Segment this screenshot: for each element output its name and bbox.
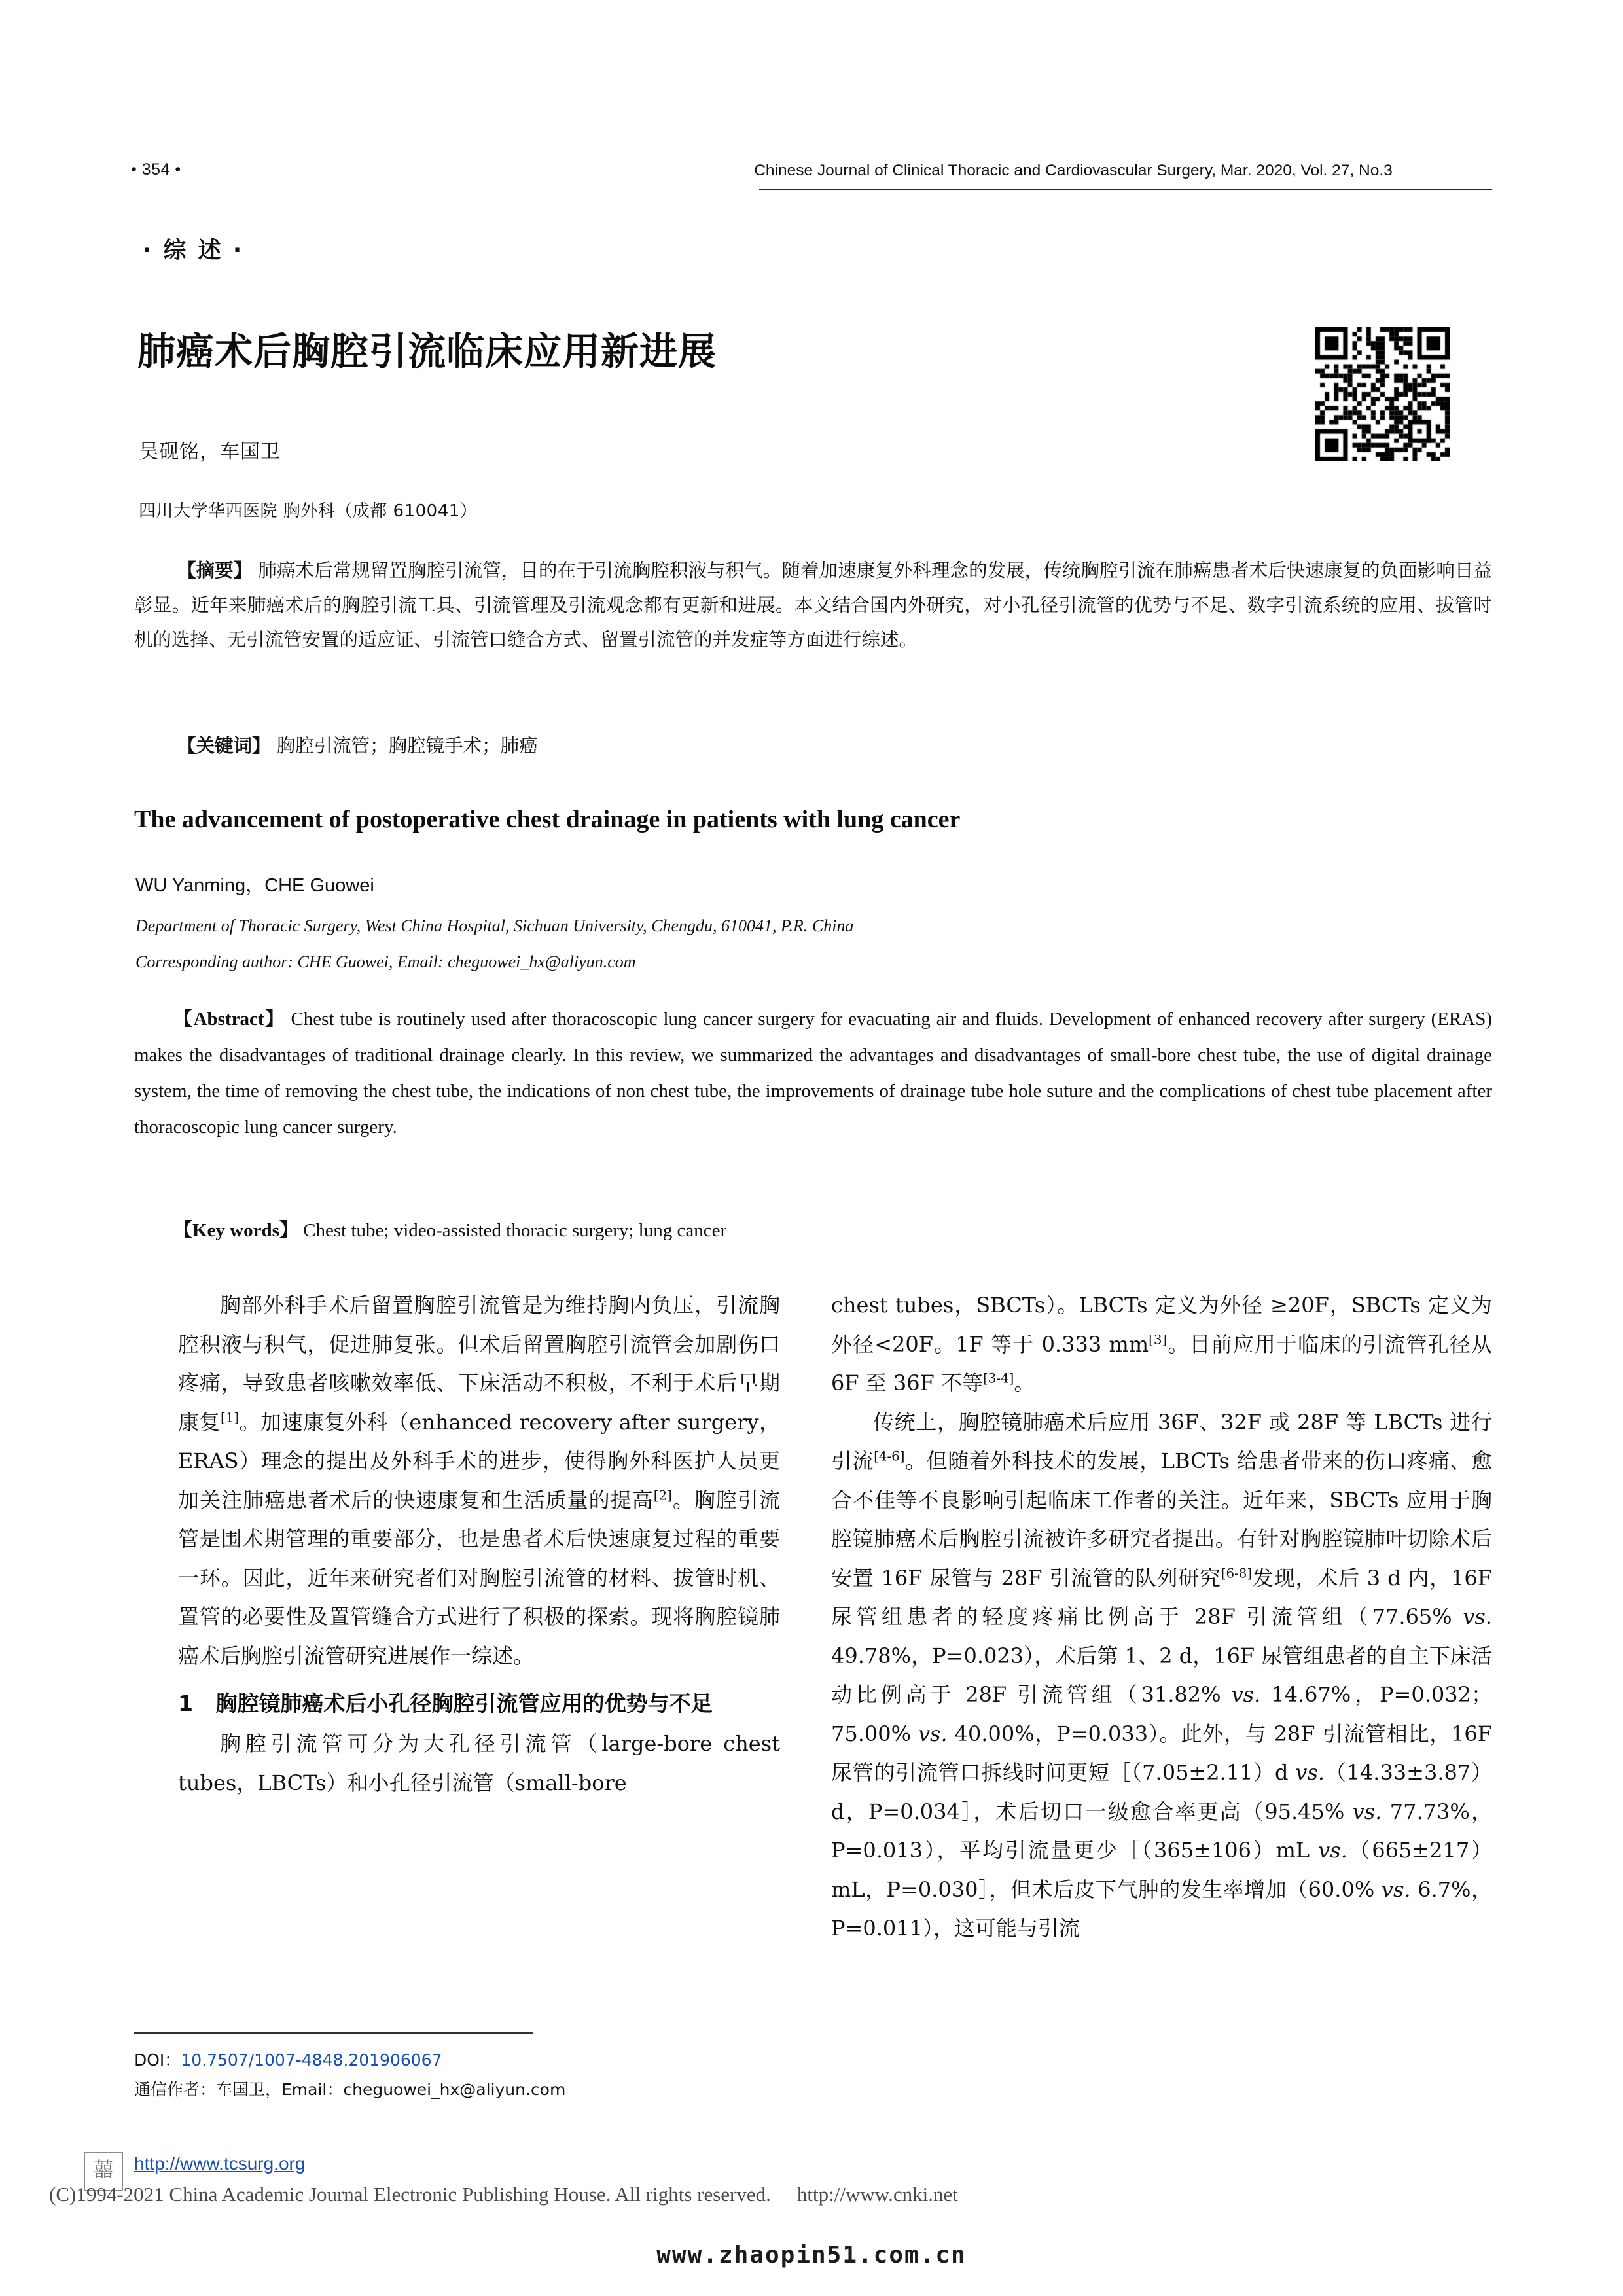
citation-ref: [3] [1149,1331,1168,1347]
en-affiliation: Department of Thoracic Surgery, West China Hospital, Sichuan University, Chengdu, 610041, P.R. China [135,916,854,935]
paragraph: chest tubes，SBCTs）。LBCTs 定义为外径 ≥20F，SBCTs 定义为外径<20F。1F 等于 0.333 mm[3]。目前应用于临床的引流管孔径从 6F 至 36F 不等[3-4]。 [831,1293,1492,1395]
cnki-copyright [49,2183,1476,2206]
cn-abstract-text: 肺癌术后常规留置胸腔引流管，目的在于引流胸腔积液与积气。随着加速康复外科理念的发展，传统胸腔引流在肺癌患者术后快速康复的负面影响日益彰显。近年来肺癌术后的胸腔引流工具、引流管理及引流观念都有更新和进展。本文结合国内外研究，对小孔径引流管的优势与不足、数字引流系统的应用、拔管时机的选择、无引流管安置的适应证、引流管口缝合方式、留置引流管的并发症等方面进行综述。 [134,560,1492,651]
body-column-right [831,1286,1492,1948]
cnki-text: (C)1994-2021 China Academic Journal Electronic Publishing House. All rights reserved. [49,2183,771,2206]
en-title: The advancement of postoperative chest drainage in patients with lung cancer [134,806,961,833]
citation-ref: [1] [220,1409,240,1425]
watermark: www.zhaopin51.com.cn [656,2242,967,2269]
cn-authors: 吴砚铭，车国卫 [139,440,281,463]
cn-affiliation: 四川大学华西医院 胸外科（成都 610041） [139,501,478,521]
body-column-left [178,1286,780,1803]
journal-website-link[interactable]: http://www.tcsurg.org [134,2153,306,2174]
citation-ref: [3-4] [983,1371,1014,1386]
cn-keywords [134,730,1492,762]
paragraph: 胸部外科手术后留置胸腔引流管是为维持胸内负压，引流胸腔积液与积气，促进肺复张。但术后留置胸腔引流管会加剧伤口疼痛，导致患者咳嗽效率低、下床活动不积极，不利于术后早期康复[1]。加速康复外科（enhanced recovery after surgery，ERAS）理念的提出及外科手术的进步，使得胸外科医护人员更加关注肺癌患者术后的快速康复和生活质量的提高[2]。胸腔引流管是围术期管理的重要部分，也是患者术后快速康复过程的重要一环。因此，近年来研究者们对胸腔引流管的材料、拔管时机、置管的必要性及置管缝合方式进行了积极的探索。现将胸腔镜肺癌术后胸腔引流管研究进展作一综述。 [178,1293,780,1668]
cn-abstract [134,553,1492,657]
en-keywords-tag: 【Key words】 [173,1220,298,1241]
en-keywords-text: Chest tube; video-assisted thoracic surgery; lung cancer [303,1220,727,1241]
citation-ref: [4-6] [874,1448,905,1464]
cnki-url: http://www.cnki.net [796,2183,958,2206]
footnote-rule [134,2032,533,2034]
en-keywords [134,1214,1492,1247]
doi-link[interactable]: 10.7507/1007-4848.201906067 [181,2051,442,2070]
journal-logo-icon: 囍 [84,2152,123,2191]
section-heading-1: 1 胸腔镜肺癌术后小孔径胸腔引流管应用的优势与不足 [178,1691,713,1716]
en-abstract-text: Chest tube is routinely used after thoracoscopic lung cancer surgery for evacuating air and fluids. Development of enhanced recovery after surgery (ERAS) makes the disadvantages of traditional drainage clearly. In this review, we summarized the advantages and disadvantages of small-bore chest tube, the use of digital drainage system, the time of removing the chest tube, the indications of non chest tube, the improvements of drainage tube hole suture and the complications of chest tube placement after thoracoscopic lung cancer surgery. [134,1009,1493,1138]
page-number: • 354 • [131,160,181,179]
citation-ref: [2] [653,1487,672,1503]
footnote [134,2045,789,2104]
citation-ref: [6-8] [1221,1565,1253,1581]
page-title: 肺癌术后胸腔引流临床应用新进展 [137,329,717,374]
en-abstract-tag: 【Abstract】 [173,1009,285,1030]
paragraph: 传统上，胸腔镜肺癌术后应用 36F、32F 或 28F 等 LBCTs 进行引流[4-6]。但随着外科技术的发展，LBCTs 给患者带来的伤口疼痛、愈合不佳等不良影响引起临床工作者的关注。近年来，SBCTs 应用于胸腔镜肺癌术后胸腔引流被许多研究者提出。有针对胸腔镜肺叶切除术后安置 16F 尿管与 28F 引流管的队列研究[6-8]发现，术后 3 d 内，16F 尿管组患者的轻度疼痛比例高于 28F 引流管组（77.65% vs. 49.78%，P=0.023），术后第 1、2 d，16F 尿管组患者的自主下床活动比例高于 28F 引流管组（31.82% vs. 14.67%，P=0.032；75.00% vs. 40.00%，P=0.033）。此外，与 28F 引流管相比，16F 尿管的引流管口拆线时间更短［（7.05±2.11）d vs.（14.33±3.87）d，P=0.034］，术后切口一级愈合率更高（95.45% vs. 77.73%，P=0.013），平均引流量更少［（365±106）mL vs.（665±217）mL，P=0.030］，但术后皮下气肿的发生率增加（60.0% vs. 6.7%，P=0.011），这可能与引流 [831,1409,1492,1941]
doi-line: DOI：10.7507/1007-4848.201906067 [134,2051,442,2070]
corresponding-line: 通信作者：车国卫，Email：cheguowei_hx@aliyun.com [134,2080,566,2099]
cn-keywords-text: 胸腔引流管；胸腔镜手术；肺癌 [276,735,538,757]
en-authors: WU Yanming，CHE Guowei [135,875,374,896]
en-abstract [134,1001,1492,1145]
journal-citation: Chinese Journal of Clinical Thoracic and Cardiovascular Surgery, Mar. 2020, Vol. 27, No.3 [754,162,1393,179]
running-head [131,160,1492,187]
cn-keywords-tag: 【关键词】 [177,735,271,757]
paragraph: 胸腔引流管可分为大孔径引流管（large-bore chest tubes，LBCTs）和小孔径引流管（small-bore [178,1731,780,1795]
section-marker: · 综 述 · [143,238,244,264]
en-corresponding-author: Corresponding author: CHE Guowei, Email: cheguowei_hx@aliyun.com [135,952,636,971]
header-rule [759,189,1492,190]
cn-abstract-tag: 【摘要】 [177,560,253,581]
qr-code-icon [1315,327,1450,461]
